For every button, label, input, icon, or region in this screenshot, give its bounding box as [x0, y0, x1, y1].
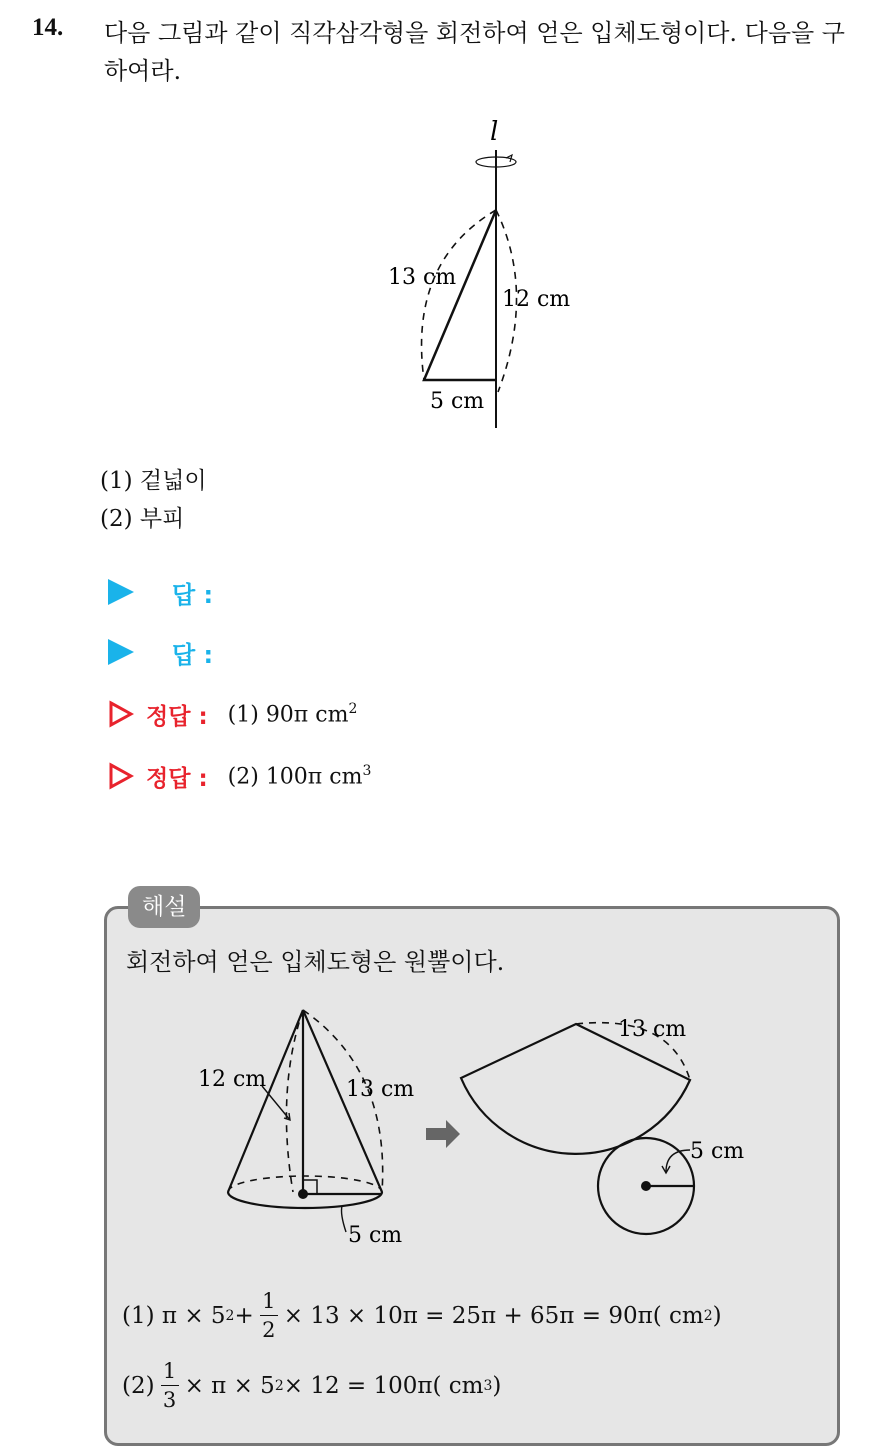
answer-row-2 — [108, 634, 213, 670]
play-triangle-icon — [108, 639, 134, 665]
correct-label-1: 정답 : — [146, 703, 208, 730]
sector-radius-label: 13 cm — [618, 1017, 687, 1042]
question-text: 다음 그림과 같이 직각삼각형을 회전하여 얻은 입체도형이다. 다음을 구하여라. — [104, 19, 845, 85]
cone-net-figure — [150, 1000, 790, 1260]
outline-triangle-icon — [108, 700, 134, 728]
play-triangle-icon — [108, 579, 134, 605]
answer-label-2: 답 : — [172, 640, 214, 669]
correct-answer-row-2 — [108, 758, 371, 794]
hypotenuse-label: 13 cm — [388, 265, 457, 290]
right-arrow-icon — [426, 1120, 460, 1148]
cone-slant-label: 13 cm — [346, 1077, 415, 1102]
outline-triangle-icon — [108, 762, 134, 790]
calculation-1: (1) π × 5 2 + $\frac{1}{2}$ × 13 × 10π = 25π + 65π = 90π( cm 2 ) — [122, 1289, 722, 1343]
answer-row-1 — [108, 574, 213, 610]
triangle-rotation-figure — [380, 112, 620, 442]
base-label: 5 cm — [430, 389, 485, 414]
correct-value-1: (1) 90π $cm^2$ — [227, 700, 358, 728]
height-label: 12 cm — [502, 287, 571, 312]
correct-value-2: (2) 100π $cm^3$ — [227, 762, 372, 790]
circle-radius-label: 5 cm — [690, 1139, 745, 1164]
correct-label-2: 정답 : — [146, 765, 208, 792]
axis-label: l — [490, 117, 499, 147]
cone-radius-label: 5 cm — [348, 1223, 403, 1248]
correct-answer-row-1 — [108, 696, 357, 732]
question-number: 14. — [32, 14, 64, 41]
subquestion-2: (2) 부피 — [100, 506, 185, 532]
solution-intro: 회전하여 얻은 입체도형은 원뿔이다. — [126, 948, 505, 976]
subquestion-1: (1) 겉넓이 — [100, 468, 207, 494]
answer-label-1: 답 : — [172, 580, 214, 609]
cone-height-label: 12 cm — [198, 1067, 267, 1092]
calculation-2: (2) $\frac{1}{3}$ × π × 5 2 × 12 = 100π( cm 3 ) — [122, 1359, 502, 1413]
solution-tab: 해설 — [128, 886, 200, 928]
